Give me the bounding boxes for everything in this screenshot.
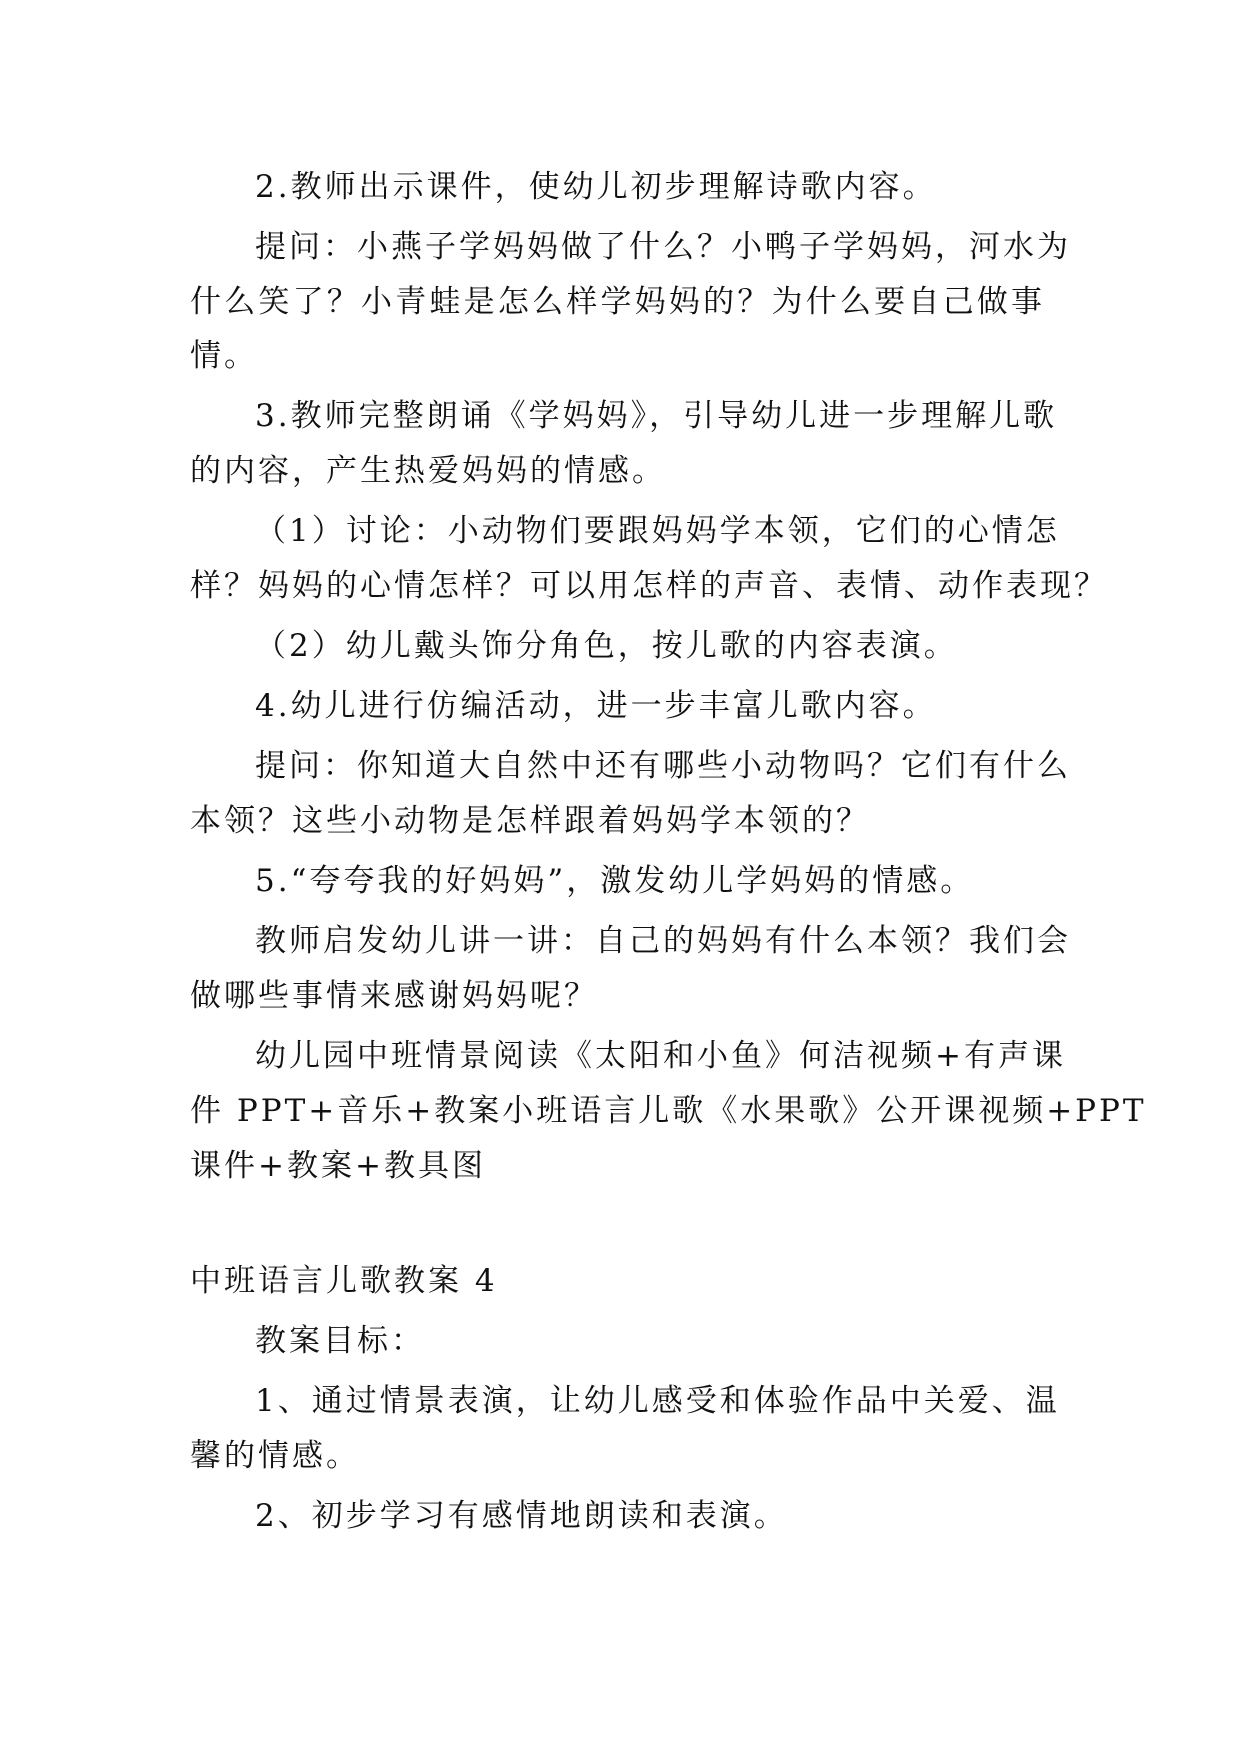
text-line: 件 PPT+音乐+教案小班语言儿歌《水果歌》公开课视频+PPT [190, 1093, 1147, 1129]
text-line: （1）讨论：小动物们要跟妈妈学本领，它们的心情怎 [255, 513, 1060, 549]
text-line: 1、通过情景表演，让幼儿感受和体验作品中关爱、温 [255, 1383, 1060, 1419]
text-line: 4.幼儿进行仿编活动，进一步丰富儿歌内容。 [255, 688, 937, 724]
text-line: 情。 [190, 338, 258, 374]
text-line: 提问：你知道大自然中还有哪些小动物吗？它们有什么 [255, 748, 1071, 784]
text-line: 课件+教案+教具图 [190, 1148, 486, 1184]
text-line: 提问：小燕子学妈妈做了什么？小鸭子学妈妈，河水为 [255, 229, 1071, 265]
text-line: （2）幼儿戴头饰分角色，按儿歌的内容表演。 [255, 628, 958, 664]
text-line: 做哪些事情来感谢妈妈呢？ [190, 978, 598, 1014]
text-line: 本领？这些小动物是怎样跟着妈妈学本领的？ [190, 803, 870, 839]
text-line: 样？妈妈的心情怎样？可以用怎样的声音、表情、动作表现？ [190, 568, 1108, 604]
text-line: 2、初步学习有感情地朗读和表演。 [255, 1498, 788, 1534]
text-line: 教师启发幼儿讲一讲：自己的妈妈有什么本领？我们会 [255, 923, 1071, 959]
text-line: 幼儿园中班情景阅读《太阳和小鱼》何洁视频+有声课 [255, 1038, 1066, 1074]
text-line: 什么笑了？小青蛙是怎么样学妈妈的？为什么要自己做事 [190, 284, 1045, 320]
text-line: 的内容，产生热爱妈妈的情感。 [190, 453, 666, 489]
text-line: 馨的情感。 [190, 1438, 360, 1474]
text-line: 3.教师完整朗诵《学妈妈》，引导幼儿进一步理解儿歌 [255, 398, 1058, 434]
text-line: 2.教师出示课件，使幼儿初步理解诗歌内容。 [255, 169, 937, 205]
section-heading: 中班语言儿歌教案 4 [190, 1263, 498, 1299]
text-line: 教案目标： [255, 1323, 425, 1359]
text-line: 5.“夸夸我的好妈妈”，激发幼儿学妈妈的情感。 [255, 863, 975, 899]
